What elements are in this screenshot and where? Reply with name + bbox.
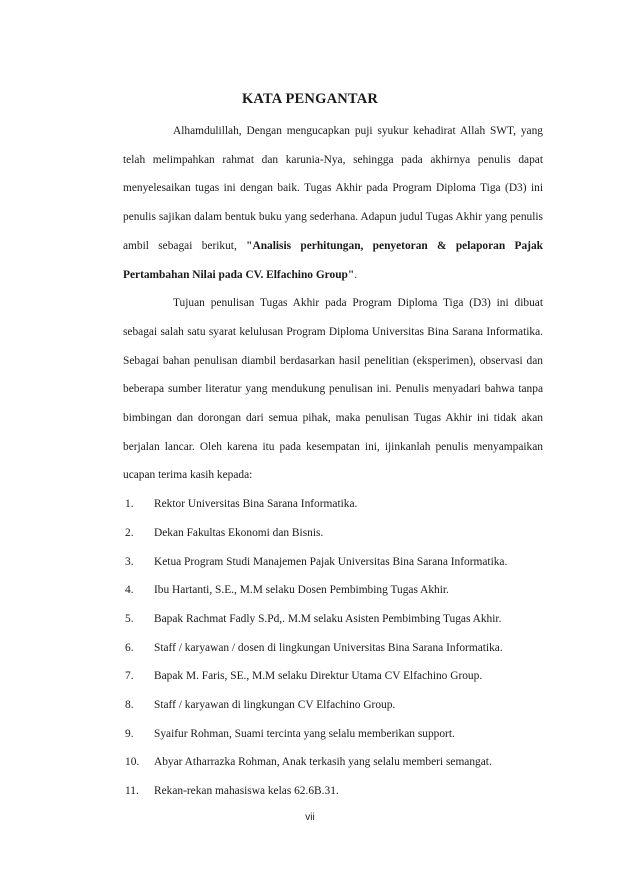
thesis-title: "Analisis perhitungan, penyetoran & pelaporan Pajak Pertambahan Nilai pada CV. Elfachino Group" (123, 239, 543, 281)
list-item-number: 6. (125, 641, 134, 654)
list-item (123, 691, 543, 720)
list-item (123, 777, 543, 806)
list-item-number: 3. (125, 555, 134, 568)
list-item-text: Abyar Atharrazka Rohman, Anak terkasih yang selalu memberi semangat. (154, 756, 492, 769)
document-body (123, 117, 543, 806)
paragraph-intro-end: . (354, 268, 358, 281)
paragraph-purpose: Tujuan penulisan Tugas Akhir pada Program Diploma Tiga (D3) ini dibuat sebagai salah satu syarat kelulusan Program Diploma Universitas Bina Sarana Informatika. Sebagai bahan penulisan diambil berdasarkan hasil penelitian (eksperimen), observasi dan beberapa sumber literatur yang mendukung penulisan ini. Penulis menyadari bahwa tanpa bimbingan dan dorongan dari semua pihak, maka penulisan Tugas Akhir ini tidak akan berjalan lancar. Oleh karena itu pada kesempatan ini, ijinkanlah penulis menyampaikan ucapan terima kasih kepada: (123, 297, 543, 482)
list-item-text: Staff / karyawan / dosen di lingkungan Universitas Bina Sarana Informatika. (154, 641, 503, 654)
list-item (123, 576, 543, 605)
list-item-number: 10. (125, 756, 140, 769)
list-item-text: Rekan-rekan mahasiswa kelas 62.6B.31. (154, 785, 339, 798)
list-item-text: Syaifur Rohman, Suami tercinta yang selalu memberikan support. (154, 727, 455, 740)
paragraph-intro (123, 117, 543, 289)
list-item (123, 748, 543, 777)
list-item (123, 548, 543, 577)
list-item-text: Staff / karyawan di lingkungan CV Elfachino Group. (154, 699, 396, 712)
paragraph-intro-text: Alhamdulillah, Dengan mengucapkan puji syukur kehadirat Allah SWT, yang telah melimpahkan rahmat dan karunia-Nya, sehingga pada akhirnya penulis dapat menyelesaikan tugas ini dengan baik. Tugas Akhir pada Program Diploma Tiga (D3) ini penulis sajikan dalam bentuk buku yang sederhana. Adapun judul Tugas Akhir yang penulis ambil sebagai berikut, (123, 125, 543, 252)
list-item-text: Bapak M. Faris, SE., M.M selaku Direktur Utama CV Elfachino Group. (154, 670, 483, 683)
acknowledgement-list (123, 490, 543, 806)
list-item-text: Bapak Rachmat Fadly S.Pd,. M.M selaku Asisten Pembimbing Tugas Akhir. (154, 612, 502, 625)
list-item-number: 11. (125, 785, 139, 798)
list-item (123, 605, 543, 634)
list-item-number: 9. (125, 727, 134, 740)
list-item (123, 490, 543, 519)
list-item-number: 4. (125, 584, 134, 597)
list-item-number: 7. (125, 670, 134, 683)
list-item (123, 720, 543, 749)
page-number: vii (305, 812, 315, 823)
list-item-text: Ibu Hartanti, S.E., M.M selaku Dosen Pembimbing Tugas Akhir. (154, 584, 449, 597)
list-item-number: 5. (125, 612, 134, 625)
list-item (123, 634, 543, 663)
page-title: KATA PENGANTAR (241, 91, 379, 107)
list-item-text: Ketua Program Studi Manajemen Pajak Universitas Bina Sarana Informatika. (154, 555, 508, 568)
list-item-number: 2. (125, 526, 134, 539)
list-item-text: Dekan Fakultas Ekonomi dan Bisnis. (154, 526, 324, 539)
list-item-text: Rektor Universitas Bina Sarana Informatika. (154, 498, 358, 511)
list-item-number: 8. (125, 699, 134, 712)
list-item (123, 662, 543, 691)
list-item-number: 1. (125, 498, 134, 511)
list-item (123, 519, 543, 548)
